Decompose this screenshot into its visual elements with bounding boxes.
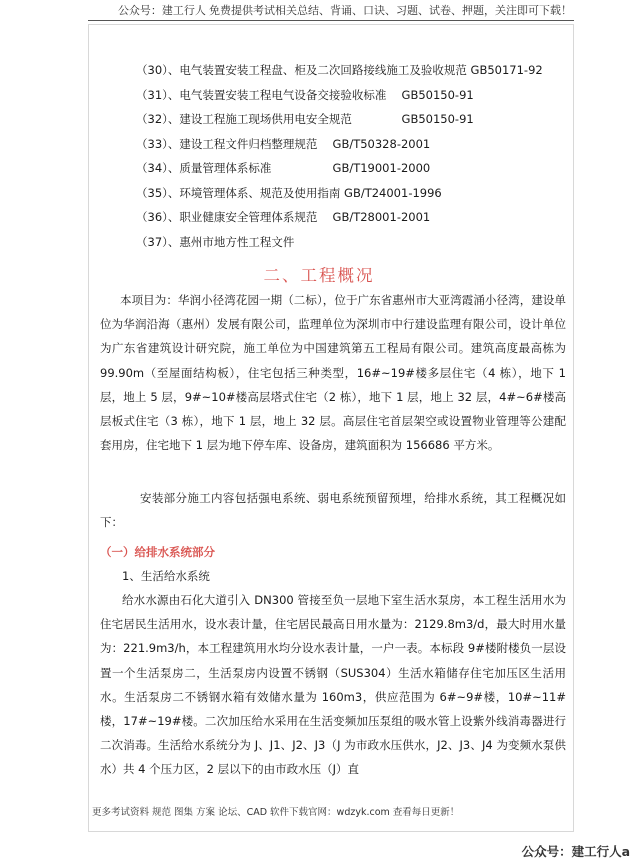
section-title: 二、工程概况	[263, 266, 375, 285]
header-note: 公众号：建工行人 免费提供考试相关总结、背诵、口诀、习题、试卷、押题，关注即可下载！	[117, 5, 572, 17]
list-item: （37）、惠州市地方性工程文件	[136, 234, 295, 249]
header-divider	[88, 20, 574, 21]
list-item: （31）、电气装置安装工程电气设备交接验收标准 GB50150-91	[136, 87, 474, 102]
reference-list	[136, 58, 543, 254]
list-item: （35）、环境管理体系、规范及使用指南 GB/T24001-1996	[136, 185, 442, 200]
watermark: 公众号：建工行人a	[521, 844, 630, 859]
water-supply-paragraph: 给水水源由石化大道引入 DN300 管接至负一层地下室生活水泵房，本工程生活用水为住宅居民生活用水，设水表计量，住宅居民最高日用水量为：2129.8m3/d，最大时用水量为：221.9m3/h，本工程建筑用水均分设水表计量，一户一表。本标段 9#楼附楼负一层设置一个生活泵房二，生活泵房内设置不锈钢（SUS304）生活水箱储存住宅加压区生活用水。生活泵房二不锈钢水箱有效储水量为 160m3，供应范围为 6#~9#楼，10#~11#楼，17#~19#楼。二次加压给水采用在生活变频加压泵组的吸水管上设紫外线消毒器进行二次消毒。生活给水系统分为 J、J1、J2、J3（J 为市政水压供水，J2、J3、J4 为变频水泵供水）共 4 个压力区，2 层以下的由市政水压（J）直	[100, 593, 566, 777]
list-item: （32）、建设工程施工现场供用电安全规范 GB50150-91	[136, 112, 474, 126]
list-item: （33）、建设工程文件归档整理规范 GB/T50328-2001	[136, 136, 431, 151]
list-item: （36）、职业健康安全管理体系规范 GB/T28001-2001	[136, 210, 431, 224]
project-intro-paragraph: 本项目为：华润小径湾花园一期（二标），位于广东省惠州市大亚湾霞涌小径湾，建设单位为华润沿海（惠州）发展有限公司，监理单位为深圳市中行建设监理有限公司，设计单位为广东省建筑设计研究院，施工单位为中国建筑第五工程局有限公司。建筑高度最高栋为 99.90m（至屋面结构板），住宅包括三种类型，16#~19#楼多层住宅（4 栋），地下 1 层，地上 5 层，9#~10#楼高层塔式住宅（2 栋），地下 1 层，地上 32 层，4#~6#楼高层板式住宅（3 栋），地下 1 层，地上 32 层。高层住宅首层架空或设置物业管理等公建配套用房，住宅地下 1 层为地下停车库、设备房，建筑面积为 156686 平方米。	[100, 293, 566, 453]
list-item: （34）、质量管理体系标准 GB/T19001-2000	[136, 161, 431, 175]
installation-scope-paragraph: 安装部分施工内容包括强电系统、弱电系统预留预埋，给排水系统，其工程概况如下：	[100, 491, 566, 530]
list-item: （30）、电气装置安装工程盘、柜及二次回路接线施工及验收规范 GB50171-92	[136, 63, 543, 77]
subheading-water-supply: 1、生活给水系统	[122, 569, 210, 583]
subheading-plumbing: （一）给排水系统部分	[100, 545, 215, 559]
footer-note: 更多考试资料 规范 图集 方案 论坛、CAD 软件下载官网：wdzyk.com 查看每日更新！	[92, 807, 460, 818]
